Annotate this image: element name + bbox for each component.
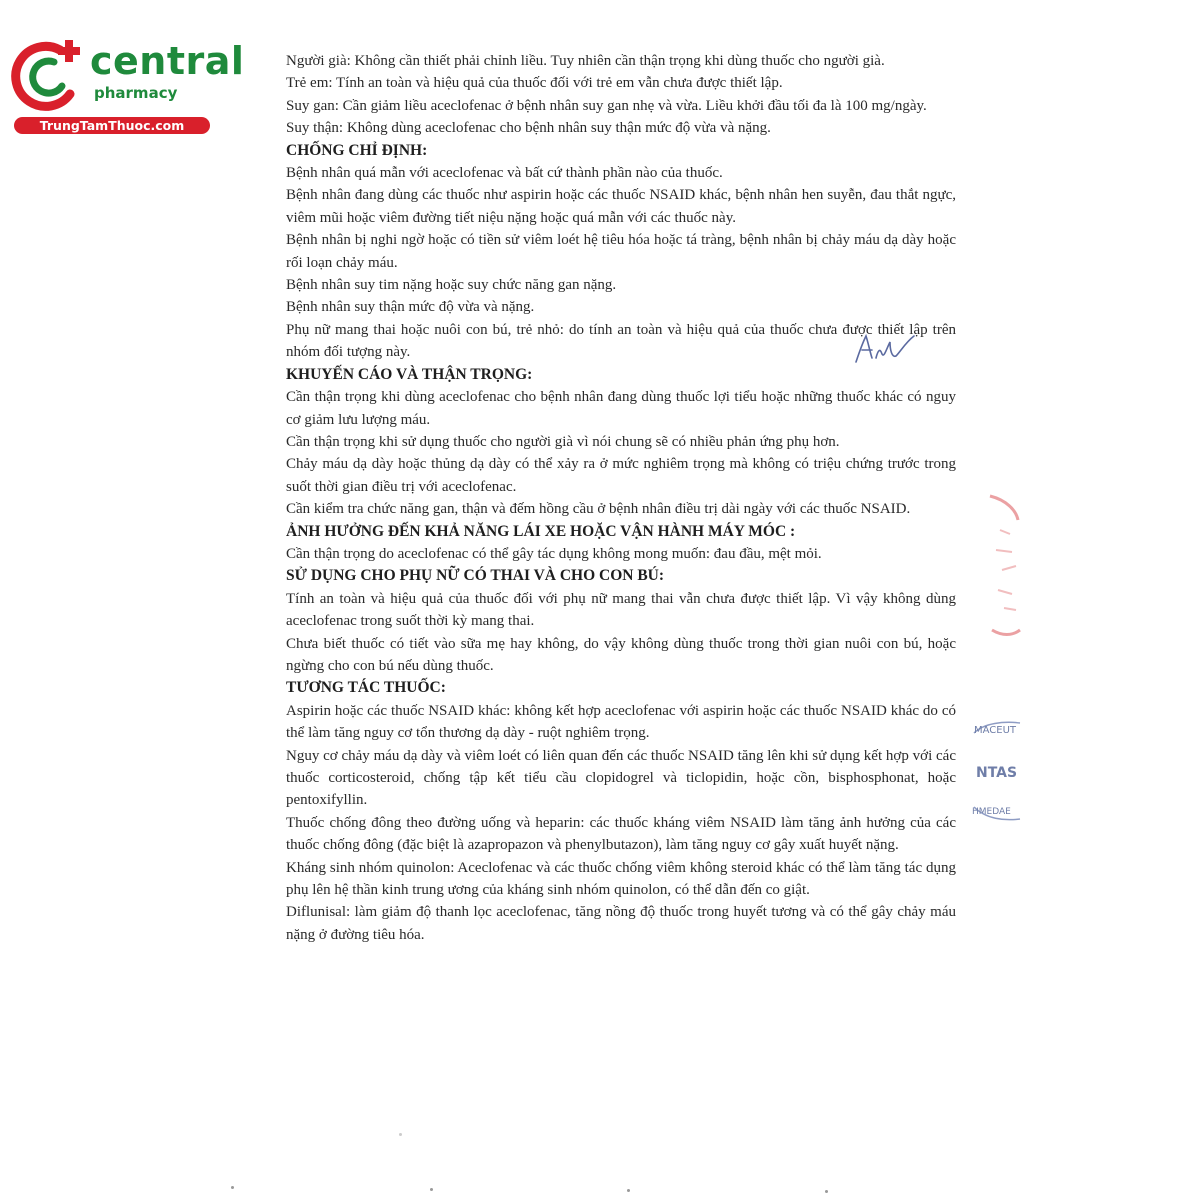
heading-driving: ẢNH HƯỞNG ĐẾN KHẢ NĂNG LÁI XE HOẶC VẬN HÀNH MÁY MÓC :	[286, 522, 796, 540]
paragraph-elderly: Người già: Không cần thiết phải chỉnh liều. Tuy nhiên cần thận trọng khi dùng thuốc cho người già.	[286, 53, 885, 69]
paragraph-kidney: Suy thận: Không dùng aceclofenac cho bệnh nhân suy thận mức độ vừa và nặng.	[286, 120, 771, 137]
logo-brand-name: central	[90, 39, 245, 83]
scan-speck	[430, 1188, 433, 1191]
paragraph-heart-failure: Bệnh nhân suy tim nặng hoặc suy chức năng gan nặng.	[286, 277, 617, 294]
signature-icon	[850, 328, 920, 368]
paragraph-corticosteroids: Nguy cơ chảy máu dạ dày và viêm loét có liên quan đến các thuốc NSAID tăng lên khi sử dụng kết hợp với các thuốc corticosteroid, chống tập kết tiểu cầu clopidogrel và ticlopidin, hoặc cồn, bisphosphonat, hoặc pentoxifyllin.	[286, 747, 956, 809]
stamp-text-top: MACEUT	[974, 725, 1017, 736]
paragraph-liver: Suy gan: Cần giảm liều aceclofenac ở bệnh nhân suy gan nhẹ và vừa. Liều khởi đầu tối đa là 100 mg/ngày.	[286, 97, 927, 114]
scan-speck	[231, 1186, 234, 1189]
leaflet-text	[286, 50, 956, 946]
paragraph-children: Trẻ em: Tính an toàn và hiệu quả của thuốc đối với trẻ em vẫn chưa được thiết lập.	[286, 75, 783, 92]
heading-warnings: KHUYẾN CÁO VÀ THẬN TRỌNG:	[286, 365, 533, 383]
logo-website-badge: TrungTamThuoc.com	[14, 117, 210, 134]
paragraph-hypersensitivity: Bệnh nhân quá mẫn với aceclofenac và bất cứ thành phần nào của thuốc.	[286, 165, 723, 182]
paragraph-aspirin: Aspirin hoặc các thuốc NSAID khác: không kết hợp aceclofenac với aspirin hoặc các thuốc NSAID khác do có thể làm tăng nguy cơ tổn thương dạ dày - ruột nghiêm trọng.	[286, 702, 956, 742]
scan-speck	[825, 1190, 828, 1193]
scan-speck	[627, 1189, 630, 1192]
stamp-text-bottom: HMEDAE	[972, 807, 1011, 817]
paragraph-diflunisal: Diflunisal: làm giảm độ thanh lọc aceclofenac, tăng nồng độ thuốc trong huyết tương và có thể gây chảy máu nặng ở đường tiêu hóa.	[286, 904, 956, 943]
paragraph-monitoring: Cần kiểm tra chức năng gan, thận và đếm hồng cầu ở bệnh nhân điều trị dài ngày với các thuốc NSAID.	[286, 501, 911, 518]
paragraph-ulcer: Bệnh nhân bị nghi ngờ hoặc có tiền sử viêm loét hệ tiêu hóa hoặc tá tràng, bệnh nhân bị chảy máu dạ dày hoặc rối loạn chảy máu.	[286, 232, 956, 271]
heading-pregnancy-lactation: SỬ DỤNG CHO PHỤ NỮ CÓ THAI VÀ CHO CON BÚ:	[286, 567, 665, 585]
paragraph-diuretics: Cần thận trọng khi dùng aceclofenac cho bệnh nhân đang dùng thuốc lợi tiểu hoặc những thuốc khác có nguy cơ giảm lưu lượng máu.	[286, 389, 956, 428]
paragraph-lactation: Chưa biết thuốc có tiết vào sữa mẹ hay không, do vậy không dùng thuốc trong thời gian nuôi con bú, hoặc ngừng cho con bú nếu dùng thuốc.	[286, 635, 956, 674]
pharmacy-logo-icon	[10, 36, 92, 116]
red-stamp-fragment-icon	[962, 490, 1022, 650]
paragraph-pregnancy: Phụ nữ mang thai hoặc nuôi con bú, trẻ nhỏ: do tính an toàn và hiệu quả của thuốc chưa được thiết lập trên nhóm đối tượng này.	[286, 321, 956, 361]
paragraph-gi-bleeding: Chảy máu dạ dày hoặc thủng dạ dày có thể xảy ra ở mức nghiêm trọng mà không có triệu chứng trước trong suốt thời gian điều trị với aceclofenac.	[286, 456, 956, 495]
paragraph-driving: Cần thận trọng do aceclofenac có thể gây tác dụng không mong muốn: đau đầu, mệt mỏi.	[286, 545, 822, 562]
paragraph-quinolones: Kháng sinh nhóm quinolon: Aceclofenac và các thuốc chống viêm không steroid khác có thể làm tăng tác dụng phụ lên hệ thần kinh trung ương của kháng sinh nhóm quinolon, có thể dẫn đến co giật.	[286, 859, 956, 899]
paragraph-elderly-caution: Cần thận trọng khi sử dụng thuốc cho người già vì nói chung sẽ có nhiều phản ứng phụ hơn.	[286, 433, 840, 450]
paragraph-nsaid-patients: Bệnh nhân đang dùng các thuốc như aspirin hoặc các thuốc NSAID khác, bệnh nhân hen suyễn, đau thắt ngực, viêm mũi hoặc viêm đường tiết niệu nặng hoặc quá mẫn với các thuốc này.	[286, 187, 956, 226]
blue-stamp-fragment	[964, 715, 1024, 835]
stamp-text-middle: NTAS	[976, 765, 1018, 781]
brand-logo[interactable]	[8, 36, 245, 136]
heading-interactions: TƯƠNG TÁC THUỐC:	[286, 679, 446, 697]
heading-contraindications: CHỐNG CHỈ ĐỊNH:	[286, 141, 428, 159]
paragraph-pregnancy-safety: Tính an toàn và hiệu quả của thuốc đối với phụ nữ mang thai vẫn chưa được thiết lập. Vì vậy không dùng aceclofenac trong suốt thời kỳ mang thai.	[286, 590, 956, 630]
logo-subtitle: pharmacy	[94, 84, 178, 102]
scan-speck	[399, 1133, 402, 1136]
paragraph-renal: Bệnh nhân suy thận mức độ vừa và nặng.	[286, 299, 535, 316]
paragraph-anticoagulants: Thuốc chống đông theo đường uống và heparin: các thuốc kháng viêm NSAID làm tăng ảnh hưởng của các thuốc chống đông (đặc biệt là azapropazon và phenylbutazon), làm tăng nguy cơ gây xuất huyết nặng.	[286, 814, 956, 854]
